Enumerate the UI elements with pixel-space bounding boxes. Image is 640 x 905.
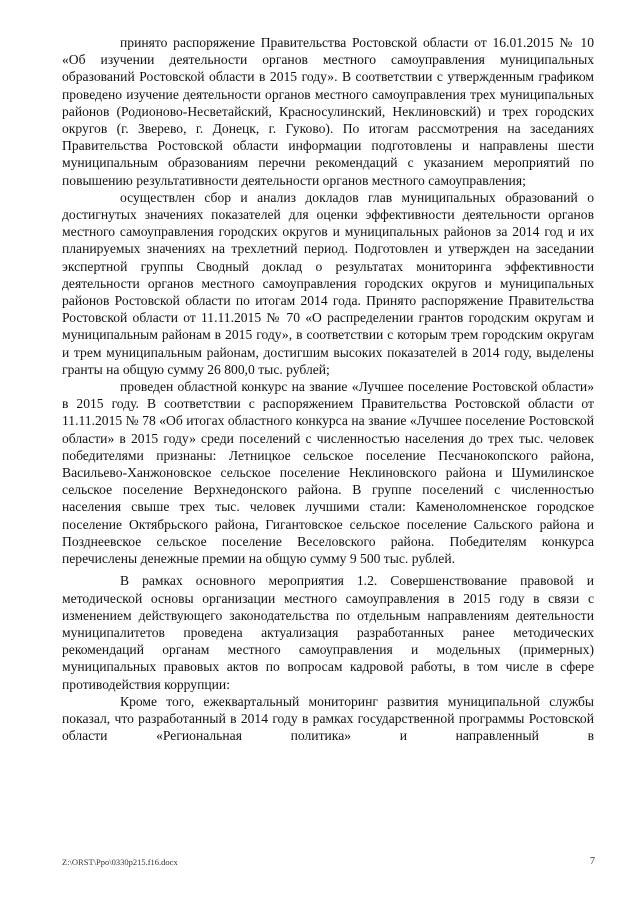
page-number: 7 — [590, 856, 595, 867]
paragraph-5: Кроме того, ежеквартальный мониторинг развития муниципальной службы показал, что разработанный в 2014 году в рамках государственной программы Ростовской области «Региональная политика» и направленный в — [62, 693, 594, 744]
footer-file-path: Z:\ORST\Ppo\0330p215.f16.docx — [62, 857, 178, 867]
document-body — [62, 34, 594, 744]
paragraph-1-continuation: принято распоряжение Правительства Ростовской области от 16.01.2015 № 10 «Об изучении деятельности органов местного самоуправления муниципальных образований Ростовской области в 2015 году». В соответствии с утвержденным графиком проведено изучение деятельности органов местного самоуправления трех муниципальных районов (Родионово-Несветайский, Красносулинский, Неклиновский) и трех городских округов (г. Зверево, г. Донецк, г. Гуково). По итогам рассмотрения на заседаниях Правительства Ростовской области информации подготовлены и направлены шести муниципальным образованиям перечни рекомендаций с указанием мероприятий по повышению результативности деятельности органов местного самоуправления; — [62, 35, 594, 188]
paragraph-2: осуществлен сбор и анализ докладов глав муниципальных образований о достигнутых значениях показателей для оценки эффективности деятельности органов местного самоуправления городских округов и муниципальных районов за 2014 год и их планируемых значениях на трехлетний период. Подготовлен и утвержден на заседании экспертной группы Сводный доклад о результатах мониторинга эффективности деятельности органов местного самоуправления городских округов и муниципальных районов Ростовской области по итогам 2014 года. Принято распоряжение Правительства Ростовской области от 11.11.2015 № 70 «О распределении грантов городским округам и муниципальным районам в 2015 году», в соответствии с которым трем городским округам и трем муниципальным районам, достигшим высоких показателей в 2014 году, выделены гранты на общую сумму 26 800,0 тыс. рублей; — [62, 189, 594, 377]
paragraph-4: В рамках основного мероприятия 1.2. Совершенствование правовой и методической основы организации местного самоуправления в 2015 году в связи с изменением действующего законодательства по отдельным направлениям деятельности муниципалитетов проведена актуализация разработанных ранее методических рекомендаций органам местного самоуправления и модельных (примерных) муниципальных правовых актов по вопросам кадровой работы, в том числе в сфере противодействия коррупции: — [62, 573, 594, 692]
paragraph-3: проведен областной конкурс на звание «Лучшее поселение Ростовской области» в 2015 году. В соответствии с распоряжением Правительства Ростовской области от 11.11.2015 № 78 «Об итогах областного конкурса на звание «Лучшее поселение Ростовской области» в 2015 году» среди поселений с численностью населения до трех тыс. человек победителями признаны: Летницкое сельское поселение Песчанокопского района, Васильево-Ханжоновское сельское поселение Неклиновского района и Шумилинское сельское поселение Верхнедонского района. В группе поселений с численностью населения свыше трех тыс. человек лучшими стали: Каменоломненское городское поселение Октябрьского района, Гигантовское сельское поселение Сальского района и Позднеевское сельское поселение Веселовского района. Победителям конкурса перечислены денежные премии на общую сумму 9 500 тыс. рублей. — [62, 379, 594, 567]
